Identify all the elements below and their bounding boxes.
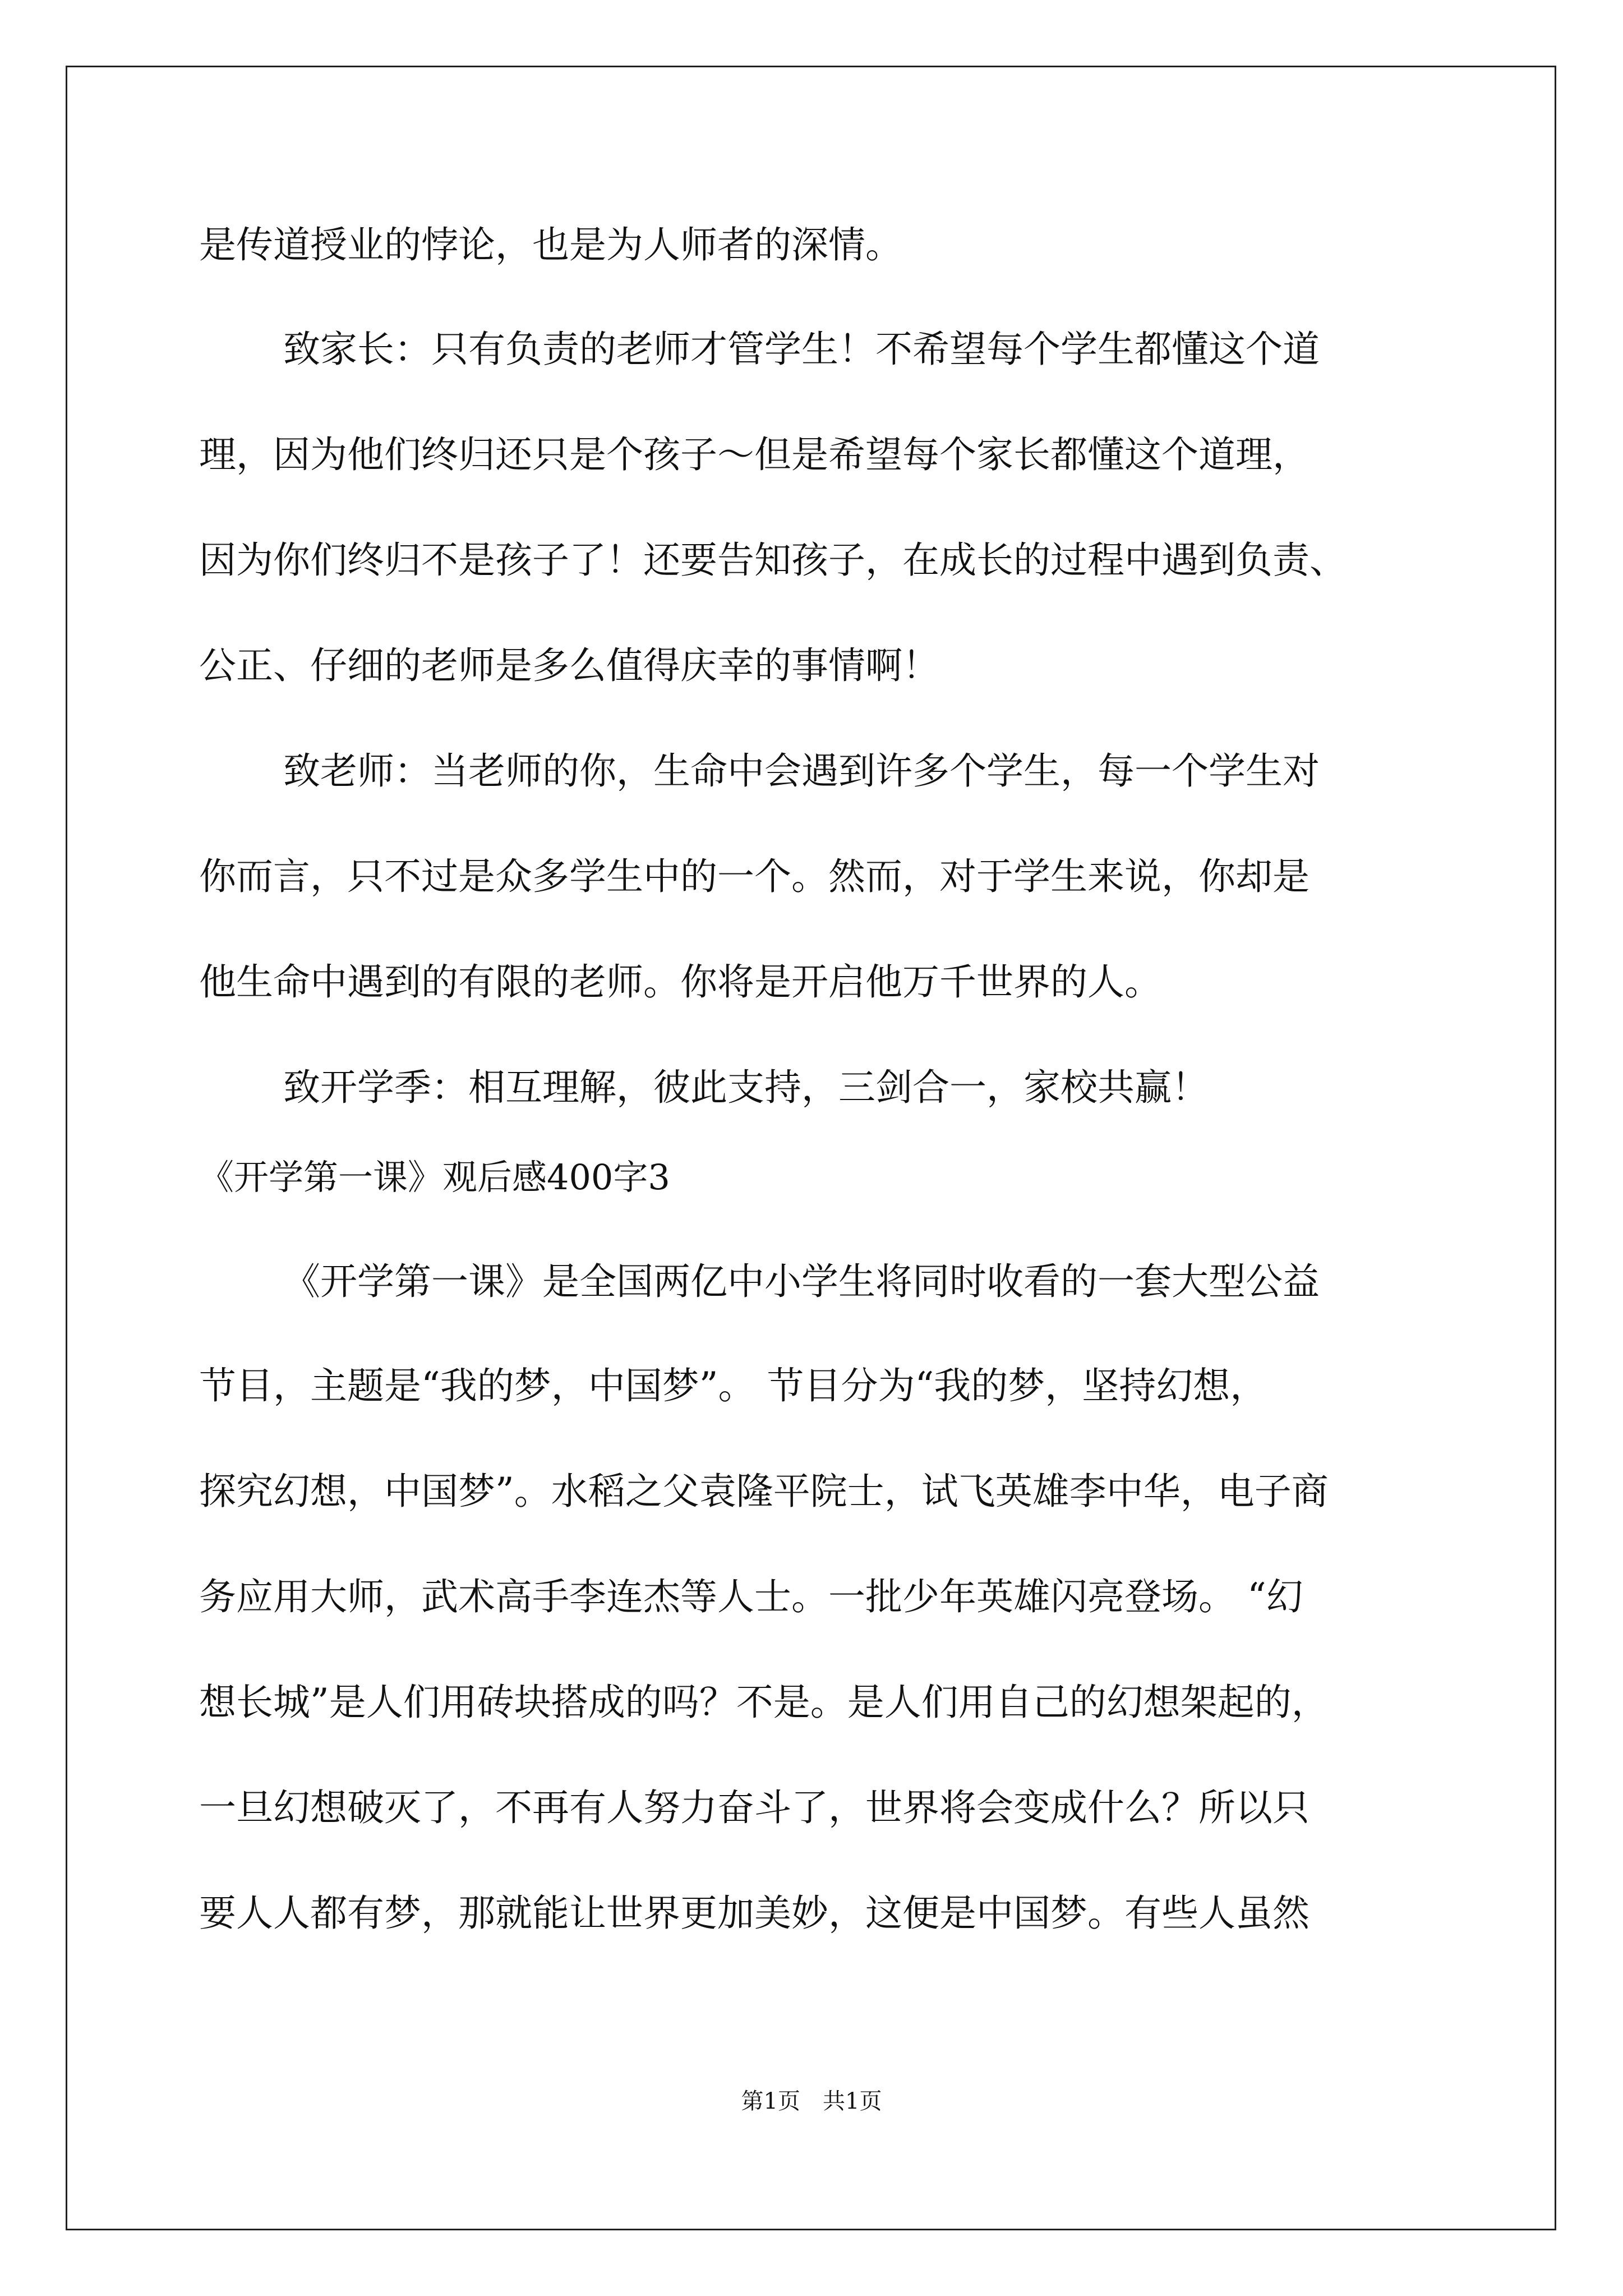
text-line-16: 一旦幻想破灭了，不再有人努力奋斗了，世界将会变成什么？所以只 bbox=[199, 1786, 1310, 1829]
section-heading: 《开学第一课》观后感400字3 bbox=[199, 1157, 670, 1198]
page-footer: 第1页 共1页 bbox=[741, 2088, 882, 2114]
text-line-12: 节目，主题是“我的梦，中国梦”。 节目分为“我的梦，坚持幻想， bbox=[199, 1364, 1267, 1407]
text-line-7: 你而言，只不过是众多学生中的一个。然而，对于学生来说，你却是 bbox=[199, 855, 1310, 898]
text-line-3: 理，因为他们终归还只是个孩子～但是希望每个家长都懂这个道理， bbox=[199, 433, 1310, 476]
text-line-14: 务应用大师，武术高手李连杰等人士。一批少年英雄闪亮登场。 “幻 bbox=[199, 1575, 1303, 1618]
text-line-8: 他生命中遇到的有限的老师。你将是开启他万千世界的人。 bbox=[199, 960, 1161, 1004]
text-line-2: 致家长：只有负责的老师才管学生！不希望每个学生都懂这个道 bbox=[283, 328, 1320, 371]
text-line-6: 致老师：当老师的你，生命中会遇到许多个学生，每一个学生对 bbox=[283, 749, 1320, 793]
text-line-11: 《开学第一课》是全国两亿中小学生将同时收看的一套大型公益 bbox=[283, 1260, 1320, 1303]
text-line-4: 因为你们终归不是孩子了！还要告知孩子，在成长的过程中遇到负责、 bbox=[199, 539, 1347, 582]
text-line-1: 是传道授业的悖论，也是为人师者的深情。 bbox=[199, 223, 902, 266]
text-line-9: 致开学季：相互理解，彼此支持，三剑合一，家校共赢！ bbox=[283, 1066, 1209, 1109]
text-line-5: 公正、仔细的老师是多么值得庆幸的事情啊！ bbox=[199, 644, 939, 687]
text-line-13: 探究幻想，中国梦”。水稻之父袁隆平院士，试飞英雄李中华，电子商 bbox=[199, 1470, 1329, 1513]
text-line-17: 要人人都有梦，那就能让世界更加美妙，这便是中国梦。有些人虽然 bbox=[199, 1892, 1310, 1935]
text-line-15: 想长城”是人们用砖块搭成的吗？不是。是人们用自己的幻想架起的， bbox=[199, 1681, 1329, 1724]
